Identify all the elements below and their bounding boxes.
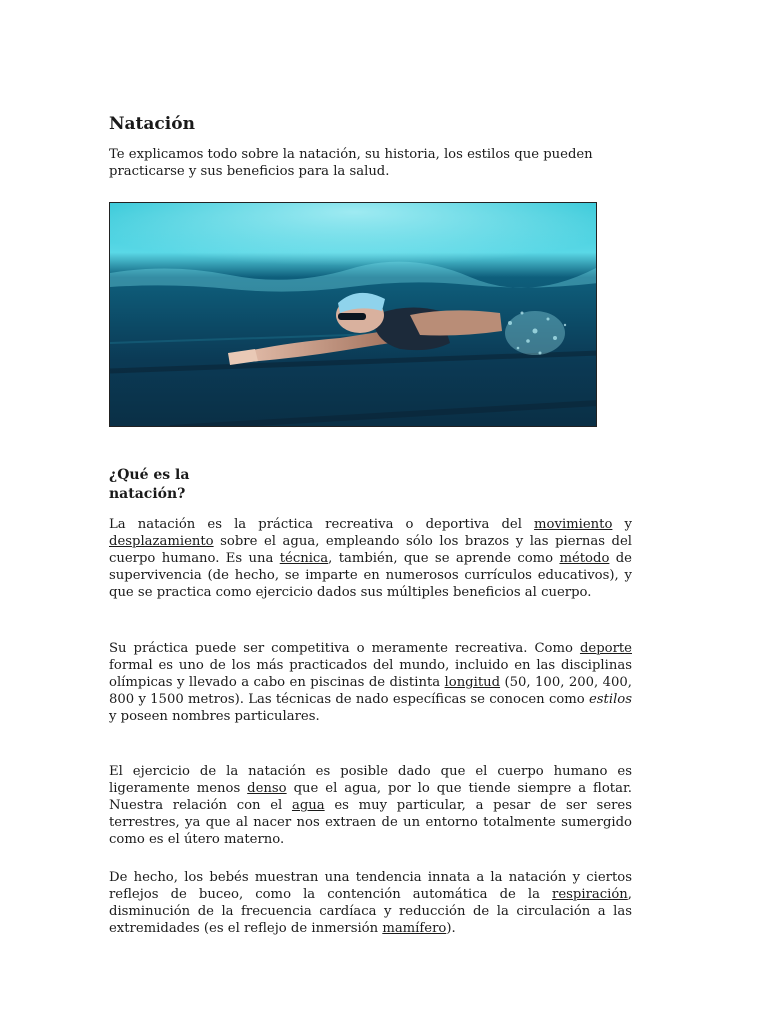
paragraph-text: de supervivencia (de hecho, se imparte en numerosos currículos educativos), y que se practica como ejercicio dados sus múltiples beneficios al cuerpo.	[109, 551, 632, 600]
emphasis-text: estilos	[588, 692, 632, 707]
link-text[interactable]: técnica	[279, 551, 329, 566]
paragraph-text: ).	[446, 921, 456, 936]
paragraph-text: , también, que se aprende como	[328, 551, 560, 566]
swimmer-photo	[109, 202, 597, 427]
paragraph	[109, 869, 632, 937]
link-text[interactable]: método	[559, 551, 610, 566]
paragraph-text: sobre el agua, empleando sólo los brazos y las piernas del cuerpo humano. Es una	[109, 534, 632, 566]
section-heading-line2: natación?	[109, 486, 186, 502]
link-text[interactable]: deporte	[579, 641, 632, 656]
paragraph-text: Su práctica puede ser competitiva o meramente recreativa. Como	[109, 641, 580, 656]
section-heading-line1: ¿Qué es la	[109, 467, 190, 483]
paragraph-text: La natación es la práctica recreativa o deportiva del	[109, 517, 535, 532]
link-text[interactable]: movimiento	[534, 517, 613, 532]
section-heading	[109, 466, 281, 504]
link-text[interactable]: denso	[247, 781, 287, 796]
paragraph-text: De hecho, los bebés muestran una tendencia innata a la natación y ciertos reflejos de buceo, como la contención automática de la	[109, 870, 632, 902]
link-text[interactable]: mamífero	[382, 921, 447, 936]
link-text[interactable]: desplazamiento	[109, 534, 214, 549]
link-text[interactable]: longitud	[444, 675, 501, 690]
paragraph-text: , disminución de la frecuencia cardíaca y reducción de la circulación a las extremidades (es el reflejo de inmersión	[109, 887, 632, 936]
intro-text: Te explicamos todo sobre la natación, su historia, los estilos que pueden practicarse y sus beneficios para la salud.	[109, 147, 593, 179]
paragraph	[109, 640, 632, 725]
paragraph-text: (50, 100, 200, 400, 800 y 1500 metros). Las técnicas de nado específicas se conocen como	[109, 675, 632, 707]
link-text[interactable]: respiración	[552, 887, 628, 902]
paragraph-text: y poseen nombres particulares.	[109, 709, 320, 724]
paragraph-text: que el agua, por lo que tiende siempre a flotar. Nuestra relación con el	[109, 781, 633, 813]
paragraph-text: es muy particular, a pesar de ser seres terrestres, ya que al nacer nos extraen de un entorno totalmente sumergido como es el útero materno.	[109, 798, 632, 847]
paragraph-text: y	[612, 517, 632, 532]
paragraph-text: formal es uno de los más practicados del mundo, incluido en las disciplinas olímpicas y llevado a cabo en piscinas de distinta	[109, 658, 632, 690]
paragraph	[109, 763, 632, 848]
paragraph-text: El ejercicio de la natación es posible dado que el cuerpo humano es ligeramente menos	[109, 764, 632, 796]
page-title: Natación	[109, 114, 195, 134]
link-text[interactable]: agua	[291, 798, 325, 813]
swimmer-underwater-icon	[110, 203, 597, 427]
paragraph	[109, 516, 632, 601]
